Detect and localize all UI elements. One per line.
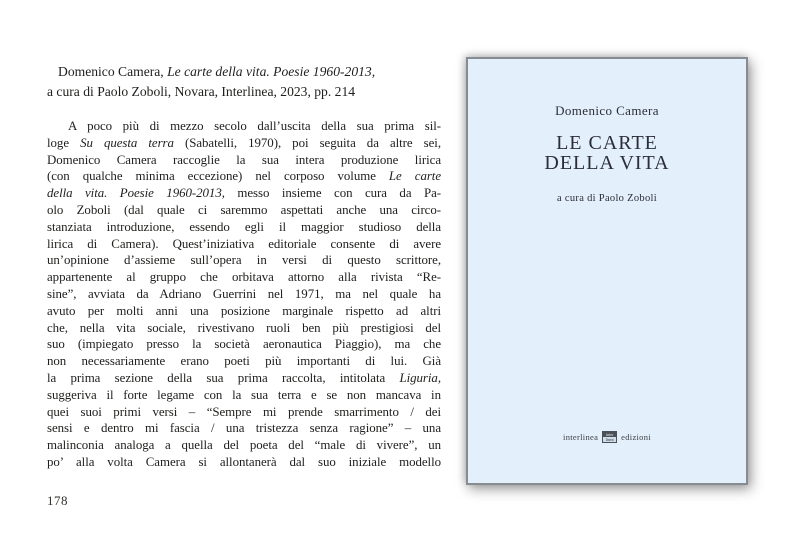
cover-curator: a cura di Paolo Zoboli	[557, 193, 657, 204]
text-line: a cura di Paolo Zoboli, Novara, Interlinea, 2023, pp. 214	[47, 83, 356, 99]
text-line: sine”, avviata da Adriano Guerrini nel 1971, ma nel quale ha	[47, 286, 441, 301]
text-line: non necessariamente erano poeti più importanti di lui. Già	[47, 354, 441, 369]
publisher-edizioni: edizioni	[621, 432, 651, 442]
text-line: quei suoi primi versi – “Sempre mi prende smarrimento / dei	[47, 404, 441, 419]
text-line: la prima sezione della sua prima raccolta, intitolata Liguria,	[47, 370, 441, 385]
text-line: un’opinione d’assieme sull’opera in versi di questo scrittore,	[47, 253, 441, 268]
scanned-text-column	[47, 62, 441, 471]
text-line: suo (impiegato presso la società aeronautica Piaggio), ma che	[47, 337, 441, 352]
text-line: suggeriva il forte legame con la sua terra e se non mancava in	[47, 387, 441, 402]
cover-title-line1: LE CARTE	[556, 132, 658, 154]
text-line: Domenico Camera raccoglie la sua intera produzione lirica	[47, 152, 441, 167]
text-line: appartenente al gruppo che orbitava attorno alla rivista “Re-	[47, 270, 441, 285]
book-cover	[466, 57, 748, 485]
publisher-name: interlinea	[563, 432, 599, 442]
text-line: sensi e dentro mi fascia / una tristezza senza ragione” – una	[47, 421, 441, 436]
text-line: della vita. Poesie 1960-2013, messo insieme con cura da Pa-	[47, 186, 441, 201]
review-body	[47, 118, 441, 471]
cover-title	[544, 134, 669, 173]
text-line: che, nella vita sociale, rivestivano ruoli ben più prestigiosi del	[47, 320, 441, 335]
text-line: loge Su questa terra (Sabatelli, 1970), poi seguita da altre sei,	[47, 135, 442, 150]
text-line: Domenico Camera, Le carte della vita. Poesie 1960-2013,	[58, 64, 376, 79]
text-line: stanziata introduzione, essendo egli il maggior studioso della	[47, 219, 441, 234]
text-line: lirica di Camera). Quest’iniziativa editoriale consente di avere	[47, 236, 441, 251]
text-line: avuto per molti anni una posizione marginale rispetto ad altri	[47, 303, 441, 318]
text-line: A poco più di mezzo secolo dall’uscita della sua prima sil-	[68, 119, 441, 133]
text-line: (con qualche minima eccezione) nel corposo volume Le carte	[47, 169, 442, 184]
interlinea-logo-row2: linea	[603, 437, 616, 442]
page-number: 178	[47, 493, 68, 508]
interlinea-logo	[602, 431, 617, 443]
text-line: olo Zoboli (dal quale ci saremmo aspettati anche una circo-	[47, 202, 441, 217]
cover-title-line2: DELLA VITA	[544, 151, 670, 174]
publisher-line	[468, 431, 746, 443]
citation	[47, 62, 441, 101]
text-line: po’ alla volta Camera si allontanerà dal suo iniziale modello	[47, 454, 441, 469]
cover-author: Domenico Camera	[555, 103, 659, 118]
text-line: malinconia analoga a quella del poeta del “male di vivere”, un	[47, 438, 441, 453]
interlinea-logo-row1: inter	[603, 432, 616, 437]
